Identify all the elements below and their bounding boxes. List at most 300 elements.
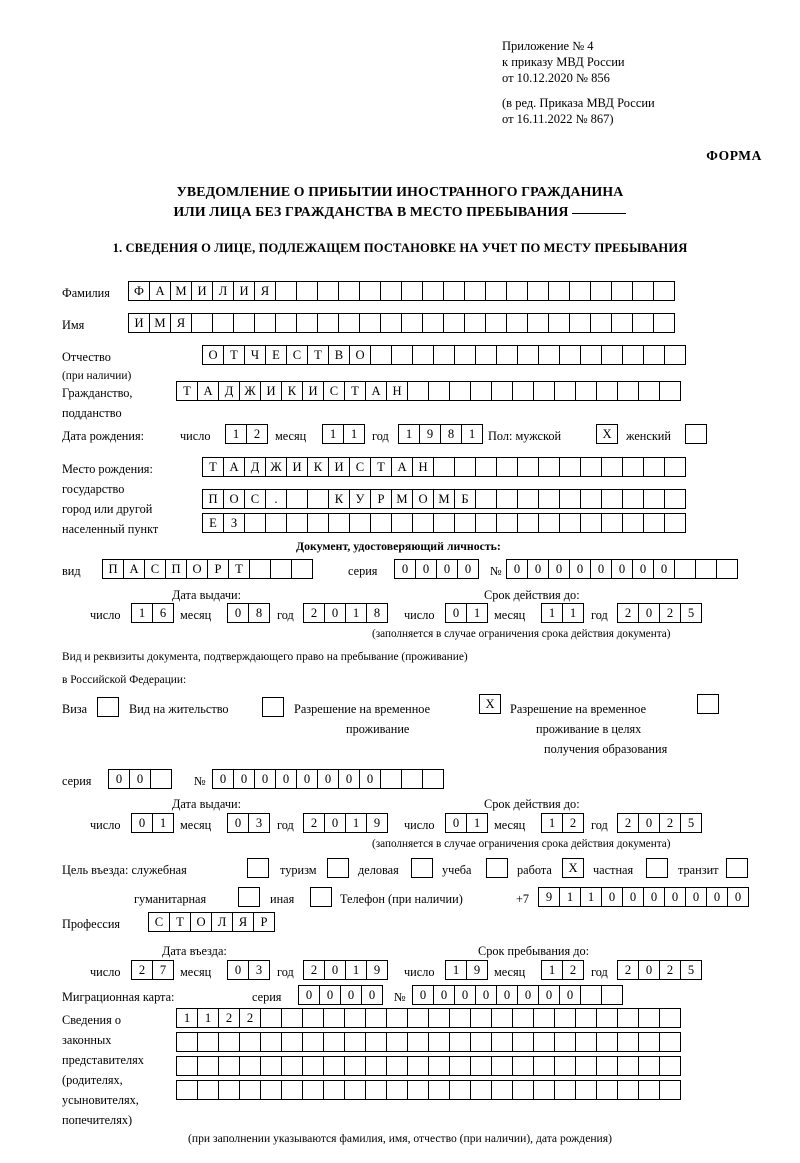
purpose-private-checkbox[interactable] <box>646 858 668 878</box>
form-cell[interactable] <box>407 1056 429 1076</box>
form-cell[interactable] <box>559 457 581 477</box>
form-cell[interactable] <box>275 281 297 301</box>
form-cell[interactable] <box>317 313 339 333</box>
form-cell[interactable]: 0 <box>227 813 249 833</box>
form-cell[interactable] <box>580 985 602 1005</box>
form-cell[interactable]: А <box>197 381 219 401</box>
form-cell[interactable]: 0 <box>338 769 360 789</box>
form-cell[interactable] <box>554 1032 576 1052</box>
idoc-valid-year-boxes[interactable] <box>617 603 701 623</box>
form-cell[interactable] <box>464 313 486 333</box>
form-cell[interactable] <box>370 345 392 365</box>
form-cell[interactable]: 2 <box>659 603 681 623</box>
form-cell[interactable]: В <box>328 345 350 365</box>
form-cell[interactable]: М <box>170 281 192 301</box>
form-cell[interactable] <box>443 281 465 301</box>
form-cell[interactable] <box>197 1056 219 1076</box>
form-cell[interactable] <box>260 1008 282 1028</box>
form-cell[interactable]: Я <box>232 912 254 932</box>
form-cell[interactable]: 2 <box>562 813 584 833</box>
form-cell[interactable] <box>344 1008 366 1028</box>
form-cell[interactable] <box>475 513 497 533</box>
form-cell[interactable] <box>218 1032 240 1052</box>
form-cell[interactable]: 3 <box>248 960 270 980</box>
form-cell[interactable]: 0 <box>611 559 633 579</box>
form-cell[interactable] <box>296 281 318 301</box>
form-cell[interactable]: 0 <box>227 960 249 980</box>
form-cell[interactable] <box>617 381 639 401</box>
form-cell[interactable]: 0 <box>412 985 434 1005</box>
form-cell[interactable] <box>428 1056 450 1076</box>
form-cell[interactable] <box>548 313 570 333</box>
form-cell[interactable]: 0 <box>706 887 728 907</box>
form-cell[interactable] <box>659 1056 681 1076</box>
form-cell[interactable] <box>176 1032 198 1052</box>
idoc-issue-day-boxes[interactable] <box>131 603 173 623</box>
purpose-tourism-checkbox[interactable] <box>327 858 349 878</box>
form-cell[interactable]: 0 <box>590 559 612 579</box>
form-cell[interactable]: И <box>233 281 255 301</box>
form-cell[interactable] <box>475 345 497 365</box>
form-cell[interactable]: 0 <box>296 769 318 789</box>
form-cell[interactable] <box>527 313 549 333</box>
permit-issue-year-boxes[interactable] <box>303 813 387 833</box>
form-cell[interactable]: 2 <box>617 813 639 833</box>
form-cell[interactable] <box>538 457 560 477</box>
form-cell[interactable]: 0 <box>324 960 346 980</box>
form-cell[interactable] <box>386 1056 408 1076</box>
form-cell[interactable]: О <box>202 345 224 365</box>
form-cell[interactable] <box>554 1008 576 1028</box>
form-cell[interactable] <box>512 381 534 401</box>
form-cell[interactable] <box>386 1008 408 1028</box>
form-cell[interactable] <box>407 1032 429 1052</box>
form-cell[interactable] <box>643 457 665 477</box>
form-cell[interactable] <box>260 1032 282 1052</box>
form-cell[interactable] <box>601 985 623 1005</box>
form-cell[interactable] <box>643 513 665 533</box>
form-cell[interactable] <box>575 1056 597 1076</box>
form-cell[interactable]: 0 <box>496 985 518 1005</box>
form-cell[interactable] <box>412 345 434 365</box>
sex-male-checkbox[interactable]: X <box>596 424 618 444</box>
form-cell[interactable]: Н <box>386 381 408 401</box>
form-cell[interactable] <box>391 513 413 533</box>
purpose-humanitarian-checkbox[interactable] <box>238 887 260 907</box>
form-cell[interactable] <box>302 1032 324 1052</box>
form-cell[interactable] <box>449 1008 471 1028</box>
form-cell[interactable]: 1 <box>345 813 367 833</box>
form-cell[interactable]: 0 <box>638 603 660 623</box>
form-cell[interactable] <box>601 345 623 365</box>
form-cell[interactable] <box>401 281 423 301</box>
form-cell[interactable]: 1 <box>541 603 563 623</box>
form-cell[interactable] <box>386 1080 408 1100</box>
form-cell[interactable] <box>412 513 434 533</box>
form-cell[interactable]: 0 <box>445 813 467 833</box>
form-cell[interactable] <box>506 281 528 301</box>
form-cell[interactable] <box>512 1056 534 1076</box>
form-cell[interactable]: А <box>365 381 387 401</box>
form-cell[interactable] <box>212 313 234 333</box>
form-cell[interactable]: 1 <box>343 424 365 444</box>
visa-checkbox[interactable] <box>97 697 119 717</box>
form-cell[interactable] <box>664 345 686 365</box>
form-cell[interactable] <box>664 513 686 533</box>
stay-day-boxes[interactable] <box>445 960 487 980</box>
permit-valid-day-boxes[interactable] <box>445 813 487 833</box>
form-cell[interactable]: 1 <box>541 960 563 980</box>
form-cell[interactable]: 0 <box>324 813 346 833</box>
form-cell[interactable]: 0 <box>559 985 581 1005</box>
form-cell[interactable] <box>475 489 497 509</box>
form-cell[interactable] <box>344 1056 366 1076</box>
permit-series-boxes[interactable] <box>108 769 171 789</box>
form-cell[interactable] <box>176 1056 198 1076</box>
form-cell[interactable]: С <box>244 489 266 509</box>
migration-series-boxes[interactable] <box>298 985 382 1005</box>
form-cell[interactable] <box>401 313 423 333</box>
form-cell[interactable] <box>533 381 555 401</box>
form-cell[interactable] <box>496 489 518 509</box>
form-cell[interactable] <box>150 769 172 789</box>
birthplace-state-boxes[interactable] <box>202 457 685 477</box>
form-cell[interactable] <box>596 1080 618 1100</box>
form-cell[interactable]: 5 <box>680 603 702 623</box>
form-cell[interactable] <box>617 1008 639 1028</box>
form-cell[interactable]: 1 <box>445 960 467 980</box>
form-cell[interactable] <box>349 513 371 533</box>
form-cell[interactable]: П <box>202 489 224 509</box>
form-cell[interactable] <box>533 1080 555 1100</box>
form-cell[interactable]: 1 <box>225 424 247 444</box>
form-cell[interactable]: 0 <box>254 769 276 789</box>
form-cell[interactable]: 0 <box>506 559 528 579</box>
form-cell[interactable] <box>443 313 465 333</box>
form-cell[interactable] <box>653 313 675 333</box>
legal-rep-row4-boxes[interactable] <box>176 1080 680 1100</box>
permit-issue-month-boxes[interactable] <box>227 813 269 833</box>
form-cell[interactable] <box>281 1032 303 1052</box>
form-cell[interactable] <box>622 489 644 509</box>
form-cell[interactable] <box>638 1080 660 1100</box>
form-cell[interactable]: С <box>144 559 166 579</box>
form-cell[interactable] <box>659 1008 681 1028</box>
form-cell[interactable] <box>580 345 602 365</box>
form-cell[interactable] <box>428 1008 450 1028</box>
form-cell[interactable] <box>659 1032 681 1052</box>
form-cell[interactable] <box>491 1008 513 1028</box>
form-cell[interactable]: К <box>281 381 303 401</box>
purpose-service-checkbox[interactable] <box>247 858 269 878</box>
form-cell[interactable]: 2 <box>562 960 584 980</box>
form-cell[interactable]: О <box>190 912 212 932</box>
form-cell[interactable] <box>338 281 360 301</box>
form-cell[interactable]: К <box>307 457 329 477</box>
form-cell[interactable] <box>422 281 444 301</box>
form-cell[interactable]: 6 <box>152 603 174 623</box>
form-cell[interactable]: 0 <box>361 985 383 1005</box>
purpose-business-checkbox[interactable] <box>411 858 433 878</box>
form-cell[interactable] <box>197 1080 219 1100</box>
form-cell[interactable] <box>554 1056 576 1076</box>
form-cell[interactable] <box>569 313 591 333</box>
form-cell[interactable] <box>365 1056 387 1076</box>
surname-boxes[interactable] <box>128 281 674 301</box>
form-cell[interactable]: О <box>349 345 371 365</box>
form-cell[interactable]: 9 <box>466 960 488 980</box>
form-cell[interactable]: 1 <box>559 887 581 907</box>
form-cell[interactable] <box>323 1080 345 1100</box>
form-cell[interactable]: И <box>302 381 324 401</box>
form-cell[interactable]: 0 <box>548 559 570 579</box>
form-cell[interactable] <box>664 489 686 509</box>
form-cell[interactable] <box>317 281 339 301</box>
entry-day-boxes[interactable] <box>131 960 173 980</box>
form-cell[interactable]: 0 <box>324 603 346 623</box>
form-cell[interactable] <box>491 1032 513 1052</box>
form-cell[interactable]: 0 <box>415 559 437 579</box>
form-cell[interactable]: Ф <box>128 281 150 301</box>
form-cell[interactable] <box>401 769 423 789</box>
form-cell[interactable]: Ч <box>244 345 266 365</box>
purpose-transit-checkbox[interactable] <box>726 858 748 878</box>
form-cell[interactable]: 0 <box>359 769 381 789</box>
form-cell[interactable]: 0 <box>340 985 362 1005</box>
form-cell[interactable] <box>433 345 455 365</box>
form-cell[interactable]: 0 <box>527 559 549 579</box>
form-cell[interactable] <box>428 1080 450 1100</box>
form-cell[interactable]: 2 <box>659 960 681 980</box>
form-cell[interactable] <box>491 381 513 401</box>
idoc-valid-month-boxes[interactable] <box>541 603 583 623</box>
form-cell[interactable] <box>538 489 560 509</box>
form-cell[interactable] <box>569 281 591 301</box>
form-cell[interactable] <box>433 513 455 533</box>
form-cell[interactable]: Л <box>211 912 233 932</box>
form-cell[interactable]: Б <box>454 489 476 509</box>
form-cell[interactable]: 9 <box>366 813 388 833</box>
form-cell[interactable]: 0 <box>622 887 644 907</box>
form-cell[interactable]: 1 <box>197 1008 219 1028</box>
form-cell[interactable]: 2 <box>239 1008 261 1028</box>
form-cell[interactable] <box>449 381 471 401</box>
form-cell[interactable] <box>470 1080 492 1100</box>
form-cell[interactable] <box>632 281 654 301</box>
form-cell[interactable] <box>596 1008 618 1028</box>
form-cell[interactable]: И <box>191 281 213 301</box>
form-cell[interactable]: 0 <box>517 985 539 1005</box>
profession-boxes[interactable] <box>148 912 274 932</box>
legal-rep-row3-boxes[interactable] <box>176 1056 680 1076</box>
form-cell[interactable]: 1 <box>466 813 488 833</box>
form-cell[interactable] <box>622 345 644 365</box>
form-cell[interactable]: 0 <box>436 559 458 579</box>
sex-female-checkbox[interactable] <box>685 424 707 444</box>
form-cell[interactable]: 0 <box>685 887 707 907</box>
form-cell[interactable]: И <box>328 457 350 477</box>
form-cell[interactable]: 2 <box>303 960 325 980</box>
form-cell[interactable] <box>281 1080 303 1100</box>
name-boxes[interactable] <box>128 313 674 333</box>
form-cell[interactable]: 0 <box>638 813 660 833</box>
form-cell[interactable] <box>281 1008 303 1028</box>
form-cell[interactable]: Т <box>370 457 392 477</box>
edu-residence-checkbox[interactable] <box>697 694 719 714</box>
form-cell[interactable]: Я <box>170 313 192 333</box>
form-cell[interactable] <box>674 559 696 579</box>
form-cell[interactable] <box>365 1080 387 1100</box>
form-cell[interactable]: Л <box>212 281 234 301</box>
form-cell[interactable]: С <box>349 457 371 477</box>
form-cell[interactable] <box>449 1032 471 1052</box>
form-cell[interactable]: Е <box>202 513 224 533</box>
form-cell[interactable] <box>496 513 518 533</box>
form-cell[interactable] <box>218 1080 240 1100</box>
form-cell[interactable] <box>601 513 623 533</box>
form-cell[interactable] <box>575 1008 597 1028</box>
form-cell[interactable] <box>496 457 518 477</box>
form-cell[interactable] <box>590 313 612 333</box>
patronymic-boxes[interactable] <box>202 345 685 365</box>
form-cell[interactable]: 2 <box>303 813 325 833</box>
form-cell[interactable]: 0 <box>457 559 479 579</box>
form-cell[interactable] <box>643 489 665 509</box>
form-cell[interactable] <box>239 1080 261 1100</box>
stay-month-boxes[interactable] <box>541 960 583 980</box>
form-cell[interactable]: З <box>223 513 245 533</box>
form-cell[interactable]: 5 <box>680 813 702 833</box>
form-cell[interactable] <box>538 345 560 365</box>
form-cell[interactable] <box>239 1056 261 1076</box>
form-cell[interactable]: Р <box>207 559 229 579</box>
form-cell[interactable] <box>517 345 539 365</box>
form-cell[interactable] <box>716 559 738 579</box>
form-cell[interactable] <box>617 1032 639 1052</box>
form-cell[interactable] <box>307 489 329 509</box>
migration-number-boxes[interactable] <box>412 985 622 1005</box>
form-cell[interactable]: 1 <box>152 813 174 833</box>
form-cell[interactable] <box>580 489 602 509</box>
form-cell[interactable] <box>407 1008 429 1028</box>
form-cell[interactable]: Н <box>412 457 434 477</box>
idoc-kind-boxes[interactable] <box>102 559 312 579</box>
form-cell[interactable] <box>653 281 675 301</box>
form-cell[interactable] <box>323 1032 345 1052</box>
permit-valid-year-boxes[interactable] <box>617 813 701 833</box>
purpose-work-checkbox[interactable]: X <box>562 858 584 878</box>
permit-number-boxes[interactable] <box>212 769 443 789</box>
form-cell[interactable] <box>391 345 413 365</box>
form-cell[interactable]: 0 <box>298 985 320 1005</box>
form-cell[interactable] <box>454 513 476 533</box>
form-cell[interactable] <box>596 381 618 401</box>
form-cell[interactable]: 0 <box>233 769 255 789</box>
form-cell[interactable] <box>338 313 360 333</box>
form-cell[interactable] <box>464 281 486 301</box>
form-cell[interactable]: 0 <box>569 559 591 579</box>
form-cell[interactable] <box>191 313 213 333</box>
form-cell[interactable]: 1 <box>322 424 344 444</box>
birth-month-boxes[interactable] <box>322 424 364 444</box>
form-cell[interactable]: 0 <box>319 985 341 1005</box>
form-cell[interactable] <box>197 1032 219 1052</box>
form-cell[interactable] <box>422 313 444 333</box>
stay-year-boxes[interactable] <box>617 960 701 980</box>
form-cell[interactable] <box>517 489 539 509</box>
form-cell[interactable]: 0 <box>727 887 749 907</box>
form-cell[interactable]: 1 <box>466 603 488 623</box>
form-cell[interactable] <box>485 313 507 333</box>
form-cell[interactable] <box>590 281 612 301</box>
form-cell[interactable] <box>664 457 686 477</box>
form-cell[interactable]: 0 <box>454 985 476 1005</box>
form-cell[interactable] <box>239 1032 261 1052</box>
form-cell[interactable] <box>260 1056 282 1076</box>
form-cell[interactable]: Е <box>265 345 287 365</box>
form-cell[interactable] <box>596 1032 618 1052</box>
form-cell[interactable]: 2 <box>617 960 639 980</box>
form-cell[interactable] <box>470 1056 492 1076</box>
form-cell[interactable] <box>611 313 633 333</box>
form-cell[interactable]: Ж <box>265 457 287 477</box>
idoc-series-boxes[interactable] <box>394 559 478 579</box>
form-cell[interactable]: 1 <box>398 424 420 444</box>
form-cell[interactable] <box>554 381 576 401</box>
form-cell[interactable] <box>512 1080 534 1100</box>
form-cell[interactable]: А <box>149 281 171 301</box>
form-cell[interactable] <box>365 1032 387 1052</box>
form-cell[interactable]: 0 <box>653 559 675 579</box>
form-cell[interactable] <box>643 345 665 365</box>
form-cell[interactable]: Т <box>176 381 198 401</box>
form-cell[interactable] <box>407 381 429 401</box>
form-cell[interactable] <box>659 381 681 401</box>
form-cell[interactable]: М <box>391 489 413 509</box>
form-cell[interactable] <box>449 1056 471 1076</box>
entry-year-boxes[interactable] <box>303 960 387 980</box>
form-cell[interactable] <box>218 1056 240 1076</box>
form-cell[interactable] <box>533 1008 555 1028</box>
form-cell[interactable]: А <box>123 559 145 579</box>
form-cell[interactable] <box>559 345 581 365</box>
form-cell[interactable]: 0 <box>317 769 339 789</box>
form-cell[interactable]: 0 <box>664 887 686 907</box>
form-cell[interactable] <box>695 559 717 579</box>
form-cell[interactable] <box>622 513 644 533</box>
form-cell[interactable] <box>527 281 549 301</box>
purpose-study-checkbox[interactable] <box>486 858 508 878</box>
form-cell[interactable] <box>454 345 476 365</box>
permit-issue-day-boxes[interactable] <box>131 813 173 833</box>
form-cell[interactable]: О <box>412 489 434 509</box>
birth-year-boxes[interactable] <box>398 424 482 444</box>
form-cell[interactable] <box>428 1032 450 1052</box>
form-cell[interactable]: 1 <box>541 813 563 833</box>
form-cell[interactable]: Т <box>223 345 245 365</box>
form-cell[interactable]: И <box>128 313 150 333</box>
legal-rep-row2-boxes[interactable] <box>176 1032 680 1052</box>
form-cell[interactable]: 0 <box>275 769 297 789</box>
birthplace-city-row1-boxes[interactable] <box>202 489 685 509</box>
form-cell[interactable]: 1 <box>345 603 367 623</box>
form-cell[interactable]: 1 <box>461 424 483 444</box>
form-cell[interactable]: 0 <box>538 985 560 1005</box>
form-cell[interactable] <box>286 513 308 533</box>
form-cell[interactable] <box>517 457 539 477</box>
form-cell[interactable] <box>512 1032 534 1052</box>
form-cell[interactable] <box>380 769 402 789</box>
